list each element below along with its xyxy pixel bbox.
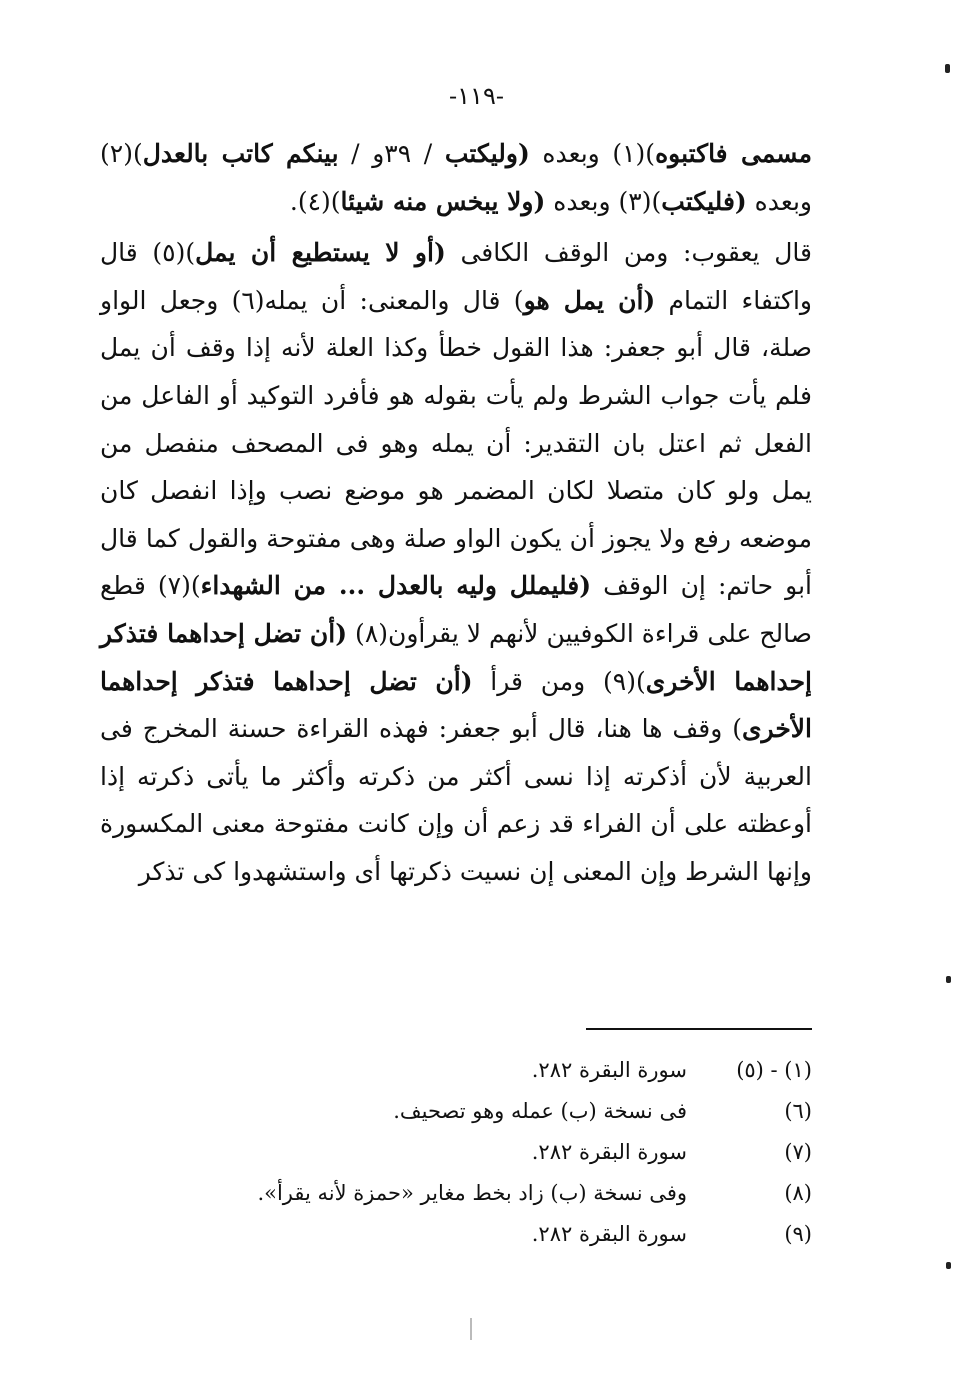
footnote-number: (٦): [784, 1099, 812, 1123]
segment: (فليملل وليه بالعدل ... من الشهداء: [200, 571, 592, 601]
footnote-number: (٨): [784, 1181, 812, 1205]
segment: )(٢) وبعده: [100, 139, 812, 216]
footnote: [150, 1173, 812, 1214]
scan-mark: [470, 1318, 472, 1340]
segment: ) وقف ها هنا، قال أبو جعفر: فهذه القراءة حسنة المخرج فى العربية لأن أذكرته إذا نسى أكثر من ذكرته وأكثر ما يأتى ذكرته إذا أوعظته على أن الفراء قد زعم أن وإن كانت مفتوحة معنى المكسورة وإنها الشرط وإن المعنى إن نسيت ذكرتها أى واستشهدوا كى تذكر: [100, 714, 812, 886]
footnote: [150, 1132, 812, 1173]
segment: )(٤).: [289, 186, 341, 216]
footnote-separator: [586, 1028, 812, 1030]
footnote-text: سورة البقرة ٢٨٢.: [531, 1140, 687, 1164]
paragraph-2: [100, 229, 812, 895]
scan-speck: [946, 976, 951, 983]
segment: (فليكتب: [661, 186, 747, 216]
segment: ) قال والمعنى: أن يمله(٦) وجعل الواو صلة، قال أبو جعفر: هذا القول خطأ وكذا العلة لأنه إذا وقف أن يمل فلم يأت جواب الشرط ولم يأت بقوله هو فأفرد التوكيد أو الفاعل من الفعل ثم اعتل بان التقدير: أن يمله وهو فى المصحف منفصل من يمل ولو كان متصلا لكان المضمر هو موضع نصب وإذا انفصل كان موضعه رفع ولا يجوز أن يكون الواو صلة وهى مفتوحة والقول كما قال أبو حاتم: إن الوقف: [100, 285, 812, 601]
segment: )(٣) وبعده: [545, 186, 662, 216]
segment: (أن تضل إحداهما فتذكر إحداهما الأخرى: [100, 666, 812, 744]
segment: قال يعقوب: ومن الوقف الكافى: [445, 238, 813, 268]
footnote-number: (٧): [784, 1140, 812, 1164]
segment: (وليكتب: [444, 139, 530, 168]
segment: )(٧) قطع صالح على قراءة الكوفيين لأنهم لا يقرأون(٨): [100, 571, 812, 648]
segment: (أو لا يستطيع أن يمل: [195, 238, 446, 268]
segment: )(١) وبعده: [529, 139, 656, 168]
segment: (أن تضل إحداهما فتذكر إحداهما الأخرى: [100, 618, 812, 696]
footnote-text: وفى نسخة (ب) زاد بخط مغاير «حمزة لأنه يقرأ».: [257, 1181, 687, 1205]
segment: / ٣٩و /: [338, 139, 445, 168]
footnote-number: (١) - (٥): [736, 1058, 812, 1082]
scan-speck: [945, 64, 950, 73]
footnote-text: سورة البقرة ٢٨٢.: [531, 1058, 687, 1082]
segment: )(٩) ومن قرأ: [472, 666, 646, 696]
segment: مسمى فاكتبوه: [655, 139, 812, 168]
footnotes: [150, 1050, 812, 1255]
segment: )(٥) قال واكتفاء التمام: [100, 238, 812, 315]
segment: بينكم كاتب بالعدل: [142, 139, 339, 168]
footnote-text: سورة البقرة ٢٨٢.: [531, 1222, 687, 1246]
paragraph-1: [100, 130, 812, 225]
segment: (ولا يبخس منه شيئا: [340, 186, 546, 216]
segment: (أن يمل هو: [523, 285, 656, 315]
footnote-number: (٩): [784, 1222, 812, 1246]
footnote-text: فى نسخة (ب) عمله وهو تصحيف.: [393, 1099, 687, 1123]
footnote: [150, 1050, 812, 1091]
page-number: -١١٩-: [449, 82, 504, 110]
footnote: [150, 1214, 812, 1255]
scan-speck: [946, 1262, 951, 1269]
footnote: [150, 1091, 812, 1132]
body-text: [100, 130, 812, 896]
